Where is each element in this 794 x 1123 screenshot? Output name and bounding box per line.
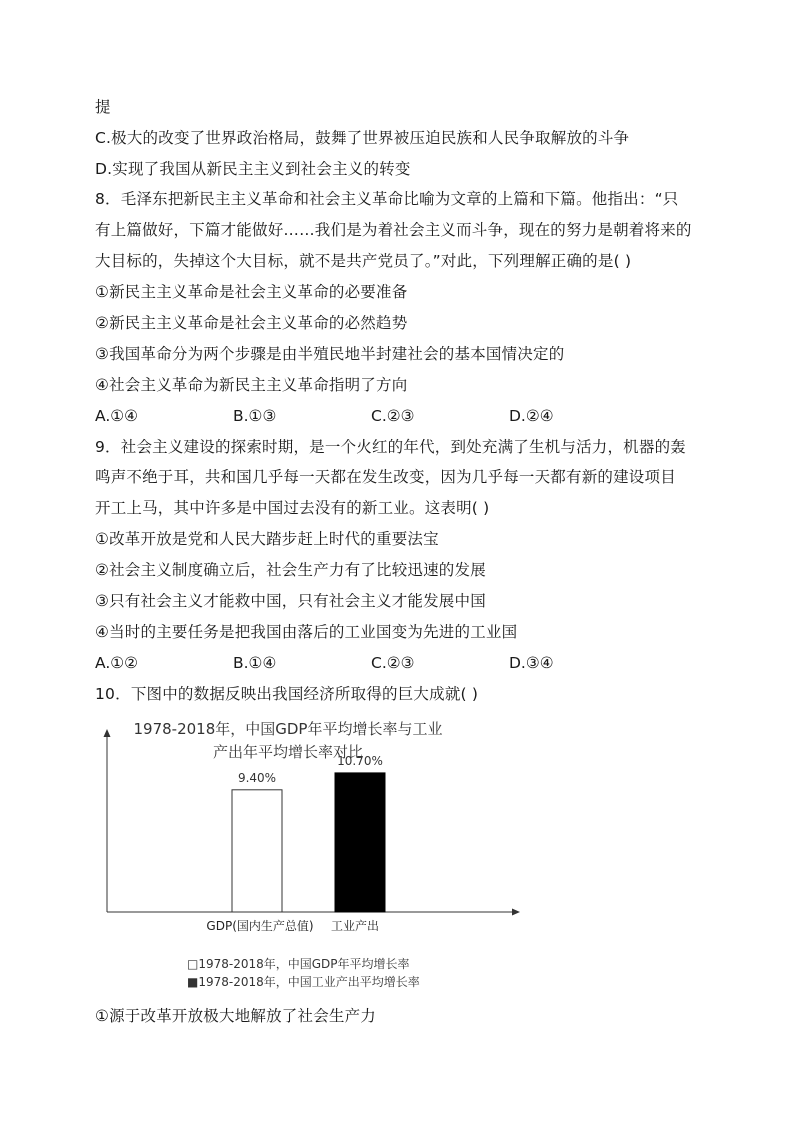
legend-item-gdp: □1978-2018年，中国GDP年平均增长率 [187, 957, 410, 971]
q8-stem-line-2: 有上篇做好，下篇才能做好……我们是为着社会主义而斗争，现在的努力是朝着将来的 [95, 221, 692, 239]
text-line-continuation: 提 [95, 98, 111, 116]
q9-stem-line-3: 开工上马，其中许多是中国过去没有的新工业。这表明( ) [95, 499, 490, 517]
x-axis-arrow-icon [512, 909, 520, 916]
q9-statement-4: ④当时的主要任务是把我国由落后的工业国变为先进的工业国 [95, 623, 518, 641]
q8-options [95, 406, 655, 426]
legend-item-industrial-output: ■1978-2018年，中国工业产出平均增长率 [187, 975, 420, 989]
q8-statement-1: ①新民主主义革命是社会主义革命的必要准备 [95, 283, 408, 301]
q8-statement-4: ④社会主义革命为新民主主义革命指明了方向 [95, 376, 408, 394]
q8-option-c: C.②③ [371, 407, 415, 425]
q8-option-a: A.①④ [95, 407, 139, 425]
q7-option-d: D.实现了我国从新民主主义到社会主义的转变 [95, 160, 411, 178]
q10-statement-1: ①源于改革开放极大地解放了社会生产力 [95, 1007, 376, 1025]
bar-industrial-output [335, 773, 385, 912]
q9-statement-3: ③只有社会主义才能救中国，只有社会主义才能发展中国 [95, 592, 486, 610]
y-axis-arrow-icon [104, 729, 111, 737]
q9-option-d: D.③④ [509, 654, 554, 672]
data-label-industrial-output: 10.70% [337, 753, 383, 768]
q8-stem-line-1: 8．毛泽东把新民主主义革命和社会主义革命比喻为文章的上篇和下篇。他指出：“只 [95, 190, 679, 208]
chart-title-line-2: 产出年平均增长率对比 [212, 743, 364, 761]
q8-option-b: B.①③ [233, 407, 277, 425]
category-label-industrial-output: 工业产出 [330, 919, 380, 933]
q9-statement-1: ①改革开放是党和人民大踏步赶上时代的重要法宝 [95, 530, 439, 548]
q9-stem-line-2: 鸣声不绝于耳，共和国几乎每一天都在发生改变，因为几乎每一天都有新的建设项目 [95, 468, 676, 486]
q7-option-c: C.极大的改变了世界政治格局，鼓舞了世界被压迫民族和人民争取解放的斗争 [95, 129, 630, 147]
q9-option-c: C.②③ [371, 654, 415, 672]
q9-option-b: B.①④ [233, 654, 277, 672]
q9-option-a: A.①② [95, 654, 139, 672]
q9-statement-2: ②社会主义制度确立后，社会生产力有了比较迅速的发展 [95, 561, 486, 579]
chart-title-line-1: 1978-2018年，中国GDP年平均增长率与工业 [133, 720, 443, 738]
q8-statement-2: ②新民主主义革命是社会主义革命的必然趋势 [95, 314, 408, 332]
category-label-gdp: GDP(国内生产总值) [206, 919, 314, 933]
q9-stem-line-1: 9．社会主义建设的探索时期，是一个火红的年代，到处充满了生机与活力，机器的轰 [95, 438, 686, 456]
q8-stem-line-3: 大目标的，失掉这个大目标，就不是共产党员了。”对此，下列理解正确的是( ) [95, 252, 632, 270]
q8-option-d: D.②④ [509, 407, 554, 425]
q9-options [95, 653, 655, 673]
q8-statement-3: ③我国革命分为两个步骤是由半殖民地半封建社会的基本国情决定的 [95, 345, 565, 363]
growth-rate-bar-chart [90, 712, 530, 997]
data-label-gdp: 9.40% [237, 770, 277, 785]
q10-stem: 10．下图中的数据反映出我国经济所取得的巨大成就( ) [95, 685, 479, 703]
bar-gdp [232, 790, 282, 912]
